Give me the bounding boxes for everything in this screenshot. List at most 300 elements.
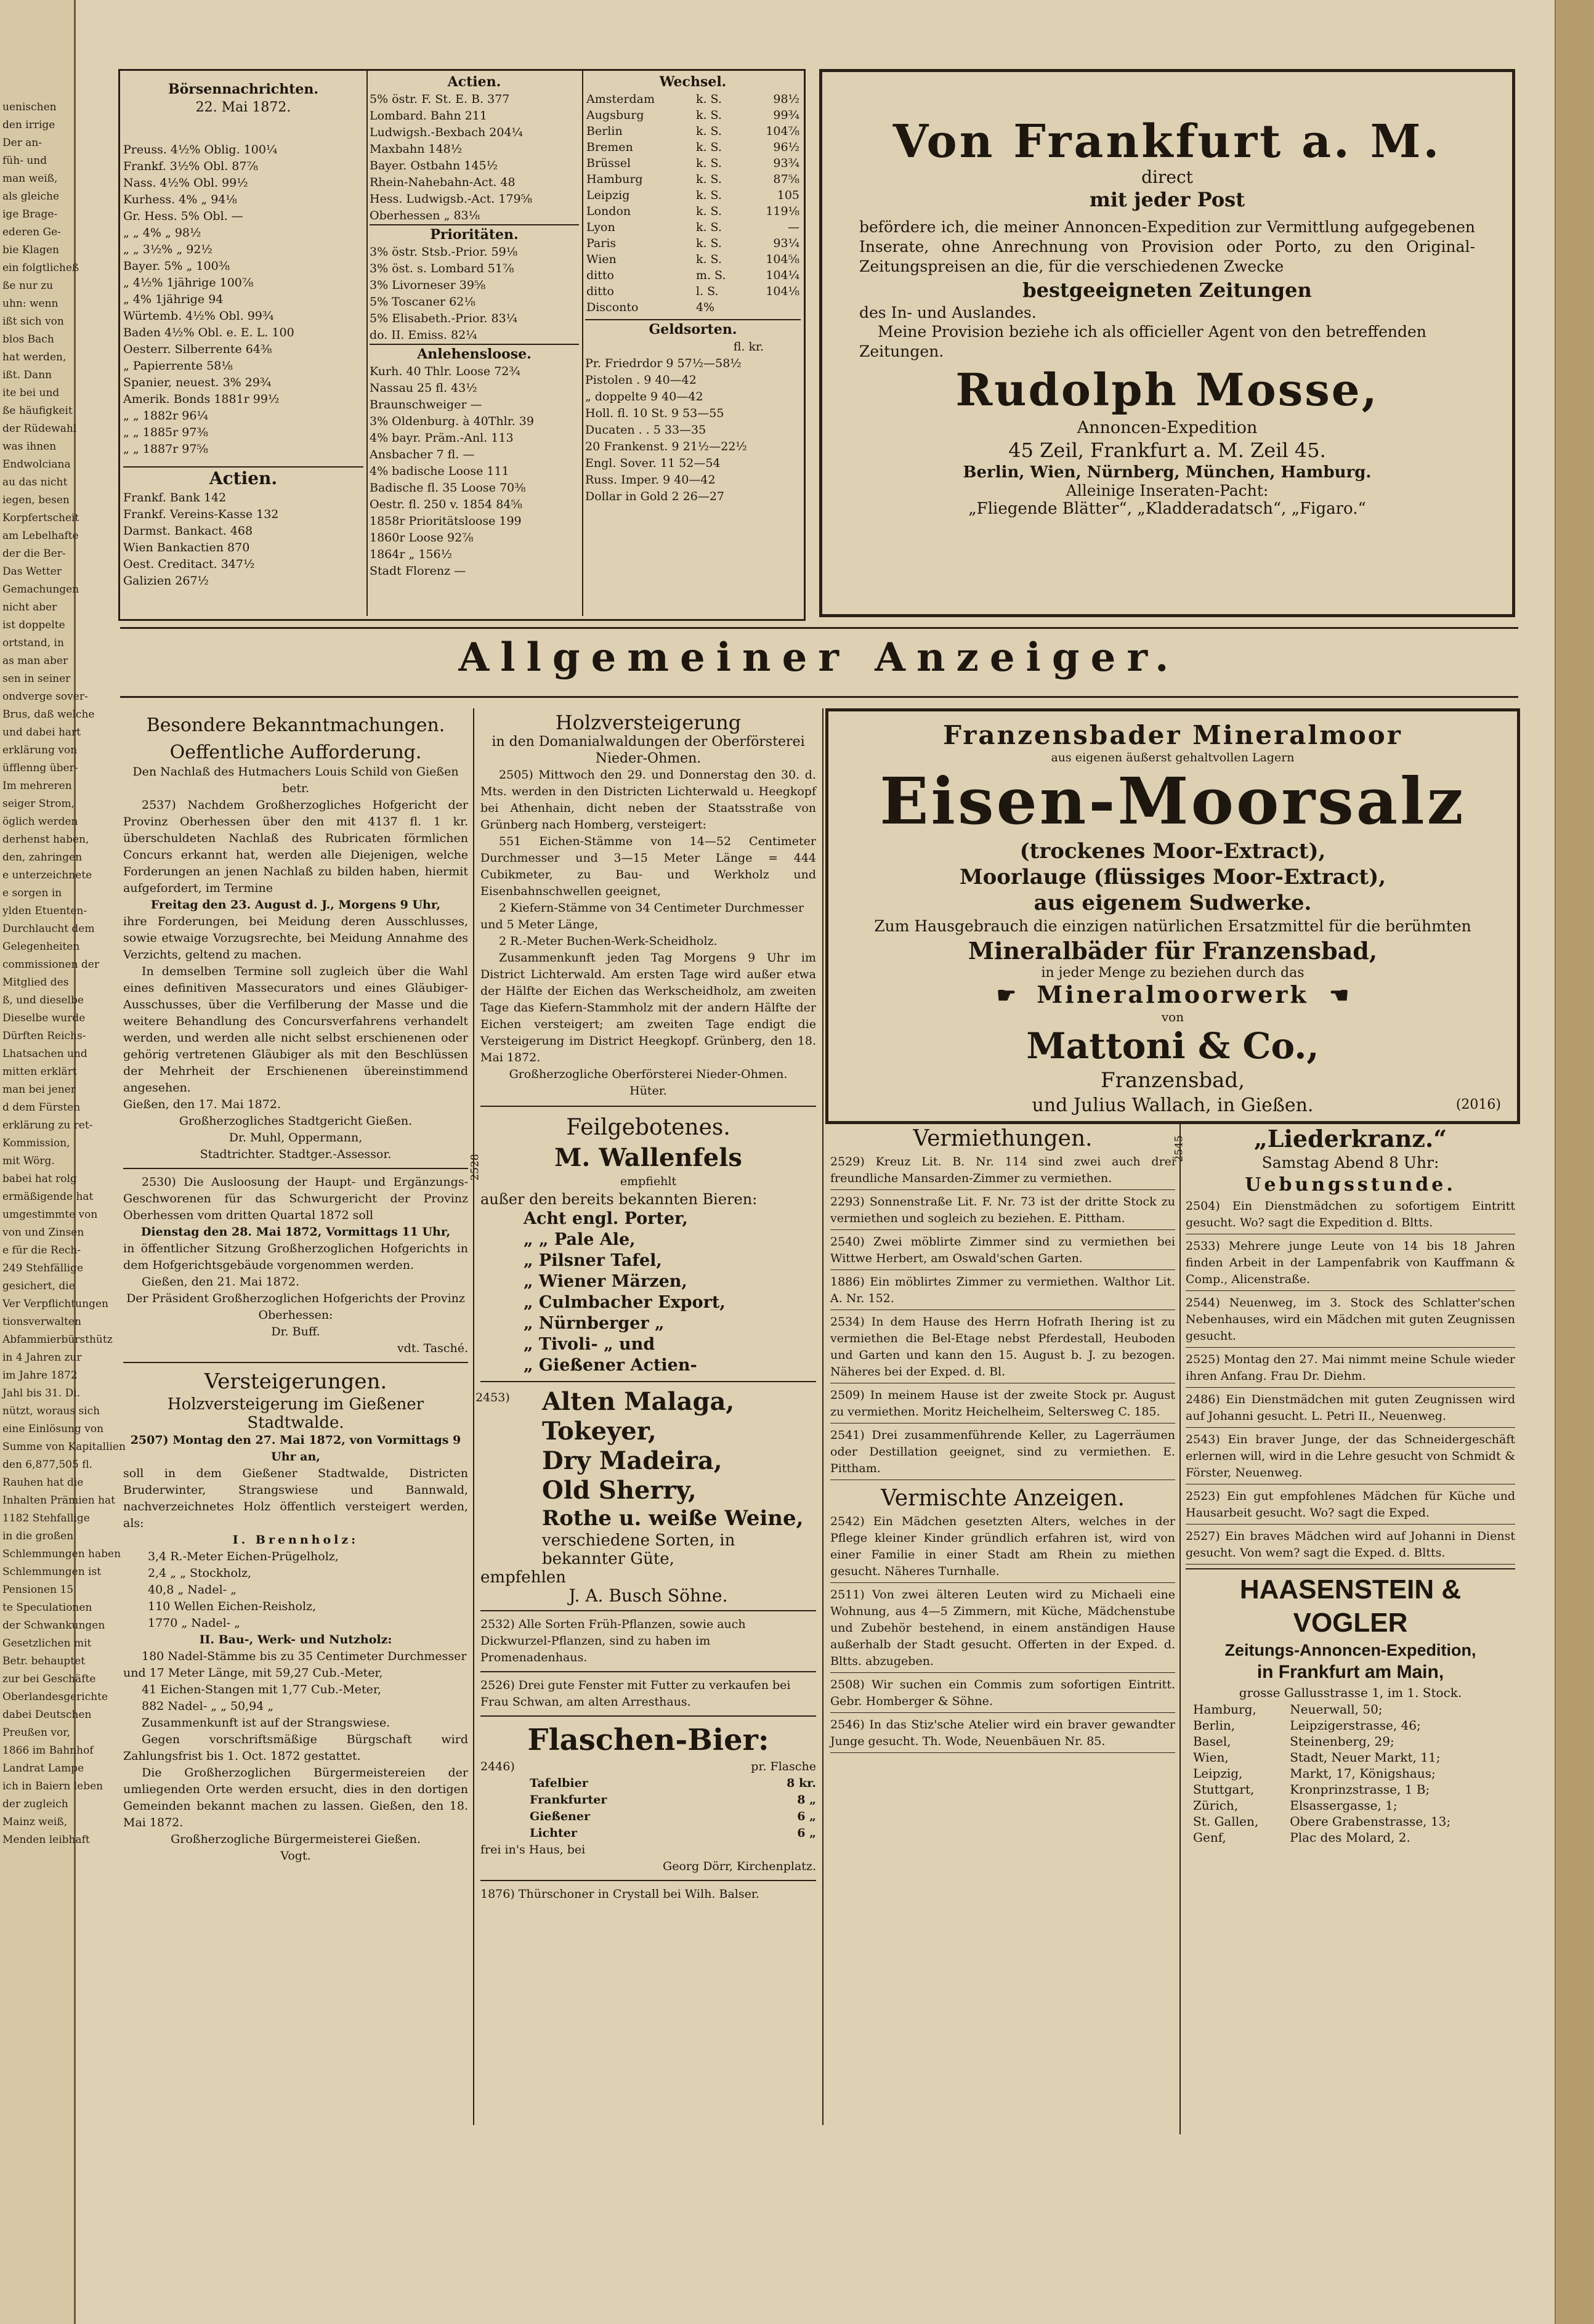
notice-text: soll in dem Gießener Stadtwalde, Districten Bruderwinter, Strangswiese und Bannwald, nachverzeichnetes Holz öffentlich versteigert werden, als: [123,1467,468,1530]
geldsorten-head: fl. kr. [733,340,764,354]
adjacent-page-line: ße häufigkeit [2,405,73,417]
adjacent-page-line: Abfammierbürsthütz [2,1334,113,1346]
notice-signature: Dr. Muhl, Oppermann, [229,1131,363,1144]
adjacent-page-line: in die großen [2,1530,74,1542]
holz-list [123,1549,468,1632]
mosse-geeignet: bestgeeigneten Zeitungen [1022,278,1312,302]
adjacent-page-line: Rauhen hat die [2,1476,84,1489]
hv-cell: Stadt, Neuer Markt, 11; [1290,1750,1441,1765]
adjacent-page-line: im Jahre 1872 [2,1369,78,1382]
anlehensloose-row: 1860r Loose 92⅞ [370,531,474,545]
bier-item: „ Tivoli- „ und [524,1335,655,1354]
notice-text: frei in's Haus, bei [480,1843,586,1856]
mosse-body1: befördere ich, die meiner Annoncen-Expedition zur Vermittlung aufgegebenen Inserate, ohne Anrechnung von Provision oder Porto, zu den Original-Zeitungspreisen an die, für die verschiedenen Zwecke [859,218,1475,275]
wechsel-cell: Lyon [586,221,615,234]
adjacent-page-line: ite bei und [2,387,60,399]
hv-row [1192,1765,1521,1781]
adjacent-page-line: hat werden, [2,351,67,363]
anzeige-item: 2544) Neuenweg, im 3. Stock des Schlatter'schen Nebenhauses, wird ein Mädchen mit guten Zeugnissen gesucht. [1186,1295,1515,1348]
wechsel-cell: 104⅝ [766,253,799,266]
divider [582,71,583,616]
mosse-body3: Meine Provision beziehe ich als officieller Agent von den betreffenden Zeitungen. [859,323,1426,360]
notice-text: 2 R.-Meter Buchen-Werk-Scheidholz. [499,934,718,948]
bier-name: Tafelbier [530,1776,588,1790]
adjacent-page-line: 1182 Stehfallige [2,1512,90,1524]
mosse-advert [819,69,1515,617]
bier-item: „ „ Pale Ale, [524,1230,636,1249]
notice-text: 180 Nadel-Stämme bis zu 35 Centimeter Durchmesser und 17 Meter Länge, mit 59,27 Cub.-Meter, [123,1650,467,1680]
actien-row: Lombard. Bahn 211 [370,109,487,123]
column-1 [123,715,468,1864]
notice-signature: Der Präsident Großherzoglichen Hofgerichts der Provinz Oberhessen: [126,1292,465,1322]
adjacent-page-line: nicht aber [2,601,57,613]
mattoni-line: Zum Hausgebrauch die einzigen natürlichen Ersatzmittel für die berühmten [874,917,1471,935]
adjacent-page-line: erklärung zu ret- [2,1119,93,1132]
adjacent-page-line: am Lebelhafte [2,530,79,542]
wallenfels-empfiehlt: empfiehlt [620,1175,677,1188]
adjacent-page-line: mitten erklärt [2,1066,77,1078]
advert-number: 2453) [475,1391,510,1404]
page-edge [1555,0,1594,2324]
vermischte-item: 2546) In das Stiz'sche Atelier wird ein braver gewandter Junge gesucht. Th. Wode, Neuenbäuen Nr. 85. [830,1717,1175,1753]
adjacent-page-line: iegen, besen [2,494,70,506]
bier-price-row [530,1792,816,1808]
vermiethung-item: 2529) Kreuz Lit. B. Nr. 114 sind zwei auch drei freundliche Mansarden-Zimmer zu vermiethen. [830,1154,1175,1190]
mosse-name: Rudolph Mosse, [955,363,1379,416]
anzeige-item: 2525) Montag den 27. Mai nimmt meine Schule wieder ihren Anfang. Frau Dr. Diehm. [1186,1351,1515,1388]
hv-cell: Steinenberg, 29; [1290,1734,1394,1749]
hv-cell: Zürich, [1193,1798,1239,1813]
wechsel-cell: k. S. [695,140,722,154]
adjacent-page-strip [0,0,126,2324]
mattoni-line: Moorlauge (flüssiges Moor-Extract), [959,865,1386,889]
adjacent-page-line: Korpfertscheit [2,512,79,524]
wein-item: Dry Madeira, [542,1446,722,1475]
bier-item: „ Gießener Actien- [524,1356,697,1375]
wechsel-row [585,219,801,235]
notice-text: 551 Eichen-Stämme von 14—52 Centimeter Durchmesser und 3—15 Meter Länge = 444 Cubikmeter, zu Bau- und Werkholz und Eisenbahnschwellen geeignet, [480,835,816,898]
hv-cell: Genf, [1193,1830,1226,1845]
adjacent-page-line: Lhatsachen und [2,1048,87,1060]
wechsel-cell: Hamburg [586,172,643,186]
vermischte-list [830,1513,1175,1753]
main-title: Allgemeiner Anzeiger. [458,634,1180,681]
wein-list [480,1387,816,1505]
prioritaeten-row: 3% östr. Stsb.-Prior. 59⅛ [370,245,518,259]
mattoni-line: in jeder Menge zu beziehen durch das [1041,965,1305,981]
wechsel-cell: 4% [695,301,715,314]
boerse-column [123,80,363,589]
mattoni-line: Franzensbader Mineralmoor [943,720,1402,750]
prioritaeten-title: Prioritäten. [370,224,579,244]
hv-cell: Basel, [1193,1734,1231,1749]
wechsel-table [585,91,801,315]
bier-price-row [530,1808,816,1825]
boerse-row: Bayer. 5% „ 100⅜ [123,259,230,273]
boerse-row: Amerik. Bonds 1881r 99½ [123,392,280,406]
notice-date: Dienstag den 28. Mai 1872, Vormittags 11 Uhr, [140,1225,451,1239]
adjacent-page-lines [0,0,126,1849]
boerse-row: „ „ 3½% „ 92½ [123,243,212,256]
mattoni-line: Mineralbäder für Franzensbad, [968,937,1378,965]
wechsel-cell: 105 [777,188,799,202]
adjacent-page-line: tionsverwalten [2,1316,81,1328]
actien-row: Maxbahn 148½ [370,142,463,156]
wechsel-row [585,203,801,219]
adjacent-page-line: Mainz weiß, [2,1816,68,1828]
boerse-row: „ „ 1887r 97⅝ [123,442,208,456]
hv-cell: Kronprinzstrasse, 1 B; [1290,1782,1430,1797]
adjacent-page-line: ige Brage- [2,208,58,221]
hv-cell: Leipzig, [1193,1766,1243,1781]
adjacent-page-line: ederen Ge- [2,226,61,238]
adjacent-page-line: blos Bach [2,333,54,346]
section-title: Flaschen-Bier: [527,1723,769,1757]
vermischte-item: 2508) Wir suchen ein Commis zum sofortigen Eintritt. Gebr. Homberger & Söhne. [830,1677,1175,1713]
wechsel-cell: Leipzig [586,188,630,202]
anzeigen-list [1186,1198,1515,1565]
notice-text: Gegen vorschriftsmäßige Bürgschaft wird Zahlungsfrist bis 1. Oct. 1872 gestattet. [123,1733,468,1763]
wein-line: Rothe u. weiße Weine, [542,1506,804,1531]
divider [123,1362,468,1363]
title-rule-top [120,627,1518,629]
adjacent-page-line: öglich werden [2,816,78,828]
adjacent-page-line: den, zahringen [2,851,83,864]
mattoni-line: aus eigenem Sudwerke. [1034,891,1312,915]
section-title: Versteigerungen. [204,1369,387,1394]
adjacent-page-line: ich in Baiern leben [2,1780,103,1792]
adjacent-page-line: ist doppelte [2,619,65,631]
boerse-actien-row: Frankf. Bank 142 [123,491,227,504]
wein-item: Alten Malaga, [542,1387,735,1416]
adjacent-page-line: der Rüdewahl [2,423,77,435]
adjacent-page-line: Pensionen 15 [2,1584,74,1596]
notice-text: 41 Eichen-Stangen mit 1,77 Cub.-Meter, [142,1683,381,1696]
hv-row [1192,1829,1521,1845]
boerse-row: „ 4% 1jährige 94 [123,293,224,306]
adjacent-page-line: dabei Deutschen [2,1709,92,1721]
boerse-actien-title: Actien. [123,466,363,490]
boerse-row: Spanier, neuest. 3% 29¾ [123,376,272,389]
adjacent-page-line: Landrat Lampe [2,1762,84,1775]
wechsel-title: Wechsel. [659,74,727,90]
actien-row: Oberhessen „ 83⅛ [370,209,480,222]
adjacent-page-line: commissionen der [2,958,99,971]
anzeige-item: 2523) Ein gut empfohlenes Mädchen für Küche und Hausarbeit gesucht. Wo? sagt die Exped. [1186,1488,1515,1524]
wechsel-row [585,299,801,315]
notice-subhead: II. Bau-, Werk- und Nutzholz: [199,1633,392,1646]
wechsel-column [585,73,801,505]
wechsel-cell: — [788,221,799,234]
adjacent-page-line: bie Klagen [2,244,59,256]
notice-text: Die Großherzoglichen Bürgermeistereien der umliegenden Orte werden ersucht, dies in den dortigen Gemeinden bekannt machen zu lassen. Gießen, den 18. Mai 1872. [123,1766,468,1829]
mattoni-line: (trockenes Moor-Extract), [1019,839,1326,864]
prioritaeten-row: 3% Livorneser 39⅝ [370,278,486,292]
anlehensloose-row: Stadt Florenz — [370,564,466,578]
anlehensloose-title: Anlehensloose. [370,344,579,363]
anlehensloose-row: 4% bayr. Präm.-Anl. 113 [370,431,514,445]
hv-cell: Plac des Molard, 2. [1290,1830,1410,1845]
adjacent-page-line: Summe von Kapitallien [2,1441,126,1453]
boerse-row: Nass. 4½% Obl. 99½ [123,176,248,190]
mattoni-advert [825,708,1520,1124]
bier-list [480,1209,816,1376]
anzeige-item: 2543) Ein braver Junge, der das Schneidergeschäft erlernen will, wird in die Lehre gesucht von Schmidt & Förster, Neuenweg. [1186,1431,1515,1484]
wechsel-cell: 104⅞ [766,124,799,138]
wechsel-cell: 87⅝ [773,172,799,186]
bier-item: Acht engl. Porter, [524,1209,688,1228]
anlehensloose-row: Nassau 25 fl. 43½ [370,381,477,395]
notice-date: Freitag den 23. August d. J., Morgens 9 Uhr, [150,898,441,912]
section-title: Besondere Bekanntmachungen. [146,715,445,736]
vermiethung-item: 2293) Sonnenstraße Lit. F. Nr. 73 ist der dritte Stock zu vermiethen und sogleich zu beziehen. E. Pittham. [830,1194,1175,1230]
boerse-actien-rows [123,490,363,589]
divider [1186,1568,1515,1569]
adjacent-page-line: gesichert, die [2,1280,75,1292]
vermischte-item: 2542) Ein Mädchen gesetzten Alters, welches in der Pflege kleiner Kinder gründlich erfahren ist, wird von einer Familie in einer Stadt am Rhein zu miethen gesucht. Näheres Turnhalle. [830,1513,1175,1583]
notice-signature: Großherzogliche Bürgermeisterei Gießen. [171,1832,421,1846]
adjacent-page-line: was ihnen [2,440,57,453]
mosse-expedition: Annoncen-Expedition [1077,418,1258,437]
geldsorten-row: Ducaten . . 5 33—35 [585,423,706,437]
divider [480,1671,816,1672]
wein-text: verschiedene Sorten, in bekannter Güte, [542,1531,735,1568]
notice-text: Den Nachlaß des Hutmachers Louis Schild von Gießen betr. [132,765,459,795]
adjacent-page-line: derhenst haben, [2,833,89,846]
adjacent-page-line: füh- und [2,155,47,167]
mosse-post: mit jeder Post [1090,188,1245,211]
adjacent-page-line: Gesetzlichen mit [2,1637,92,1650]
actien-column [370,73,579,580]
holz-row: 3,4 R.-Meter Eichen-Prügelholz, [148,1550,339,1563]
wechsel-cell: Wien [586,253,617,266]
bier-item: „ Culmbacher Export, [524,1293,726,1312]
anlehensloose-row: Kurh. 40 Thlr. Loose 72¾ [370,365,520,378]
boerse-actien-row: Oest. Creditact. 347½ [123,557,255,571]
bier-price-head: pr. Flasche [751,1760,816,1773]
adjacent-page-line: Dieselbe wurde [2,1012,86,1024]
adjacent-page-line: mit Wörg. [2,1155,55,1167]
vermiethung-item: 2509) In meinem Hause ist der zweite Stock pr. August zu vermiethen. Moritz Heichelheim, Seltersweg C. 185. [830,1387,1175,1423]
adjacent-page-line: Das Wetter [2,565,62,578]
vermiethung-item: 2541) Drei zusammenführende Keller, zu Lagerräumen oder Destillation geeignet, sind zu vermiethen. E. Pittham. [830,1427,1175,1480]
adjacent-page-line: Schlemmungen haben [2,1548,121,1560]
boerse-row: „ „ 1882r 96¼ [123,409,208,423]
section-title: Holzversteigerung [555,711,742,734]
anlehensloose-row: Oestr. fl. 250 v. 1854 84⅝ [370,498,522,511]
anlehensloose-row: Braunschweiger — [370,398,482,411]
notice-signature: Stadtrichter. Stadtger.-Assessor. [200,1148,392,1161]
adjacent-page-line: d dem Fürsten [2,1101,81,1114]
anlehensloose-row: 1858r Prioritätsloose 199 [370,514,522,528]
adjacent-page-line: Schlemmungen ist [2,1566,102,1578]
geldsorten-row: Russ. Imper. 9 40—42 [585,473,716,487]
boerse-rows [123,142,363,458]
adjacent-page-line: zur bei Geschäfte [2,1673,96,1685]
anzeige-item: 2527) Ein braves Mädchen wird auf Johanni in Dienst gesucht. Von wem? sagt die Exped. d. Bltts. [1186,1528,1515,1565]
notice-signature: Hüter. [629,1084,667,1098]
liederkranz-title: „Liederkranz.“ [1253,1125,1447,1152]
bier-price: 8 „ [797,1793,816,1807]
notice-date: Gießen, den 17. Mai 1872. [123,1098,281,1111]
divider [480,1715,816,1717]
hv-cell: Wien, [1193,1750,1229,1765]
notice-signature: Georg Dörr, Kirchenplatz. [663,1860,816,1873]
boerse-actien-row: Wien Bankactien 870 [123,541,250,554]
boerse-row: Oesterr. Silberrente 64⅜ [123,342,272,356]
notice-text: Zusammenkunft ist auf der Strangswiese. [142,1716,390,1730]
geldsorten-rows [585,355,801,505]
hv-name: HAASENSTEIN & VOGLER [1239,1574,1462,1638]
adjacent-page-line: ß, und dieselbe [2,994,84,1006]
adjacent-page-line: Preußen vor, [2,1727,70,1739]
hv-row [1192,1701,1521,1717]
wechsel-cell: Paris [586,237,617,250]
prioritaeten-row: 5% Toscaner 62⅛ [370,295,475,309]
anlehensloose-row: Ansbacher 7 fl. — [370,448,475,461]
wechsel-row [585,283,801,299]
adjacent-page-line: Menden leibhaft [2,1834,90,1846]
hv-cell: St. Gallen, [1193,1814,1259,1829]
wechsel-row [585,251,801,267]
adjacent-page-line: te Speculationen [2,1601,92,1614]
wechsel-row [585,171,801,187]
adjacent-page-line: ylden Etuenten- [2,905,87,917]
divider [473,708,474,2125]
adjacent-page-line: von und Zinsen [2,1226,84,1239]
wechsel-cell: k. S. [695,204,722,218]
vermiethungen-list [830,1154,1175,1480]
notice-signature: Großherzogliches Stadtgericht Gießen. [179,1114,413,1128]
holz-row: 1770 „ Nadel- „ [148,1616,241,1630]
adjacent-page-line: ein folgtlicheß [2,262,79,274]
column-3 [830,1124,1175,1757]
adjacent-page-line: ße nur zu [2,280,54,292]
divider [480,1106,816,1107]
adjacent-page-line: üfflenng über- [2,762,78,774]
boerse-row: Preuss. 4½% Oblig. 100¼ [123,143,278,156]
holz-row: 110 Wellen Eichen-Reisholz, [148,1600,317,1613]
geldsorten-row: „ doppelte 9 40—42 [585,390,703,403]
wechsel-cell: Amsterdam [586,92,655,106]
notice-signature: Großherzogliche Oberförsterei Nieder-Ohmen. [509,1067,788,1081]
mattoni-line: aus eigenen äußerst gehaltvollen Lagern [1051,751,1295,764]
boerse-title: Börsennachrichten. [168,81,319,97]
hv-line: grosse Gallusstrasse 1, im 1. Stock. [1239,1685,1462,1700]
hv-row [1192,1813,1521,1829]
section-title: Vermiethungen. [913,1126,1093,1151]
notice-text: 2 Kiefern-Stämme von 34 Centimeter Durchmesser und 5 Meter Länge, [480,901,804,931]
wechsel-cell: Berlin [586,124,623,138]
notice-text: 2505) Mittwoch den 29. und Donnerstag den 30. d. Mts. werden in den Districten Lichterwald u. Heegkopf bei Athenhain, dicht neben der Staatsstraße von Grünberg nach Homberg, versteigert: [480,768,816,832]
adjacent-page-line: den irrige [2,119,55,131]
adjacent-page-line: 249 Stehfällige [2,1262,84,1274]
wechsel-row [585,267,801,283]
notice-text: In demselben Termine soll zugleich über die Wahl eines definitiven Massecurators und eines Gläubiger-Ausschusses, über die Verfilberung der Masse und die weitere Behandlung des Concursverfahrens verhandelt werden, und werden alle nicht selbst erschienenen oder gehörig vertretenen Gläubiger als mit den Beschlüssen der Mehrheit der Erschienenen übereinstimmend angesehen. [123,965,468,1095]
mattoni-line: Franzensbad, [1101,1068,1245,1093]
notice-text: Zusammenkunft jeden Tag Morgens 9 Uhr im District Lichterwald. Am ersten Tage wird außer etwa der Hälfte der Eichen das Werkscheidholz, am zweiten Tage das Kiefern-Stammholz mit der andern Hälfte der Eichen versteigert; am zweiten Tage endigt die Versteigerung im District Heegkopf. Grünberg, den 18. Mai 1872. [480,951,816,1064]
anlehensloose-row: 1864r „ 156½ [370,548,453,561]
bier-name: Frankfurter [530,1793,607,1807]
wechsel-cell: m. S. [695,269,726,282]
wechsel-cell: k. S. [695,92,722,106]
advert-number: 2545 [1173,1135,1186,1162]
boerse-row: „ „ 4% „ 98½ [123,226,201,240]
wechsel-cell: k. S. [695,108,722,122]
section-title: Feilgebotenes. [566,1115,730,1140]
hv-cell: Leipzigerstrasse, 46; [1290,1718,1421,1733]
divider [366,71,368,616]
column-2 [469,711,816,1903]
wechsel-cell: Augsburg [586,108,644,122]
divider [480,1880,816,1881]
mattoni-ref: (2016) [1455,1097,1501,1112]
actien-row: Rhein-Nahebahn-Act. 48 [370,176,516,189]
adjacent-page-line: ortstand, in [2,637,64,649]
boerse-actien-row: Galizien 267½ [123,574,209,588]
hv-cell: Obere Grabenstrasse, 13; [1290,1814,1451,1829]
geldsorten-row: Engl. Sover. 11 52—54 [585,456,721,470]
actien-rows [370,91,579,224]
adjacent-page-line: Gemachungen [2,583,79,596]
hv-cell: Hamburg, [1193,1702,1256,1717]
notice-text: 2526) Drei gute Fenster mit Futter zu verkaufen bei Frau Schwan, am alten Arresthaus. [480,1678,791,1709]
wechsel-cell: 93¼ [773,237,799,250]
wechsel-cell: 119⅛ [766,204,799,218]
wechsel-cell: k. S. [695,253,722,266]
adjacent-page-line: Durchlaucht dem [2,923,95,935]
adjacent-page-line: babei hat rolg [2,1173,77,1185]
mosse-direct: direct [1141,167,1193,187]
notice-text: 1876) Thürschoner in Crystall bei Wilh. Balser. [480,1887,759,1901]
adjacent-page-line: uhn: wenn [2,298,59,310]
adjacent-page-line: Brus, daß welche [2,708,95,721]
notice-text: 2537) Nachdem Großherzogliches Hofgericht der Provinz Oberhessen über den mit 4137 fl. 1 kr. überschuldeten Nachlaß des Rubricaten förmlichen Concurs erkannt hat, werden alle Diejenigen, welche Forderungen an jenen Nachlaß zu bilden haben, hiermit aufgefordert, im Termine [123,798,468,895]
wechsel-row [585,107,801,123]
vermiethung-item: 2534) In dem Hause des Herrn Hofrath Ihering ist zu vermiethen die Bel-Etage nebst Pferdestall, Heuboden und Garten und kann den 15. August b. J. zu bezogen. Näheres bei der Exped. d. Bl. [830,1314,1175,1383]
bier-price: 6 „ [797,1810,816,1823]
wechsel-cell: 99¾ [773,108,799,122]
wechsel-cell: k. S. [695,237,722,250]
mattoni-line: Eisen-Moorsalz [880,763,1466,839]
adjacent-page-line: 1866 im Bahnhof [2,1744,94,1757]
section-subtitle: in den Domanialwaldungen der Oberförsterei Nieder-Ohmen. [492,734,805,766]
hv-cell: Stuttgart, [1193,1782,1255,1797]
wechsel-row [585,91,801,107]
geldsorten-title: Geldsorten. [585,319,801,339]
notice-text: in öffentlicher Sitzung Großherzoglichen Hofgerichts in dem Hofgerichtsgebäude vorgenommen werden. [123,1242,468,1272]
geldsorten-row: Pistolen . 9 40—42 [585,373,697,387]
notice-signature: Dr. Buff. [271,1325,320,1338]
wechsel-cell: 96½ [773,140,799,154]
boerse-row: Frankf. 3½% Obl. 87⅞ [123,160,258,173]
adjacent-page-line: ißt. Dann [2,369,52,381]
section-title: Vermischte Anzeigen. [881,1486,1125,1511]
boerse-row: „ „ 1885r 97⅜ [123,426,208,439]
wechsel-cell: London [586,204,631,218]
adjacent-page-line: Gelegenheiten [2,941,80,953]
adjacent-page-line: seiger Strom, [2,798,75,810]
wein-text: empfehlen [480,1568,566,1587]
wechsel-cell: k. S. [695,124,722,138]
hv-line: Zeitungs-Annoncen-Expedition, [1224,1641,1476,1659]
geldsorten-row: 20 Frankenst. 9 21½—22½ [585,440,747,453]
wechsel-cell: k. S. [695,156,722,170]
wechsel-cell: 98½ [773,92,799,106]
anzeige-item: 2486) Ein Dienstmädchen mit guten Zeugnissen wird auf Johanni gesucht. L. Petri II., Neuenweg. [1186,1391,1515,1428]
prioritaeten-row: 5% Elisabeth.-Prior. 83¼ [370,312,518,325]
notice-text: 2530) Die Ausloosung der Haupt- und Ergänzungs-Geschworenen für das Schwurgericht der Provinz Oberhessen vom dritten Quartal 1872 soll [123,1175,468,1222]
